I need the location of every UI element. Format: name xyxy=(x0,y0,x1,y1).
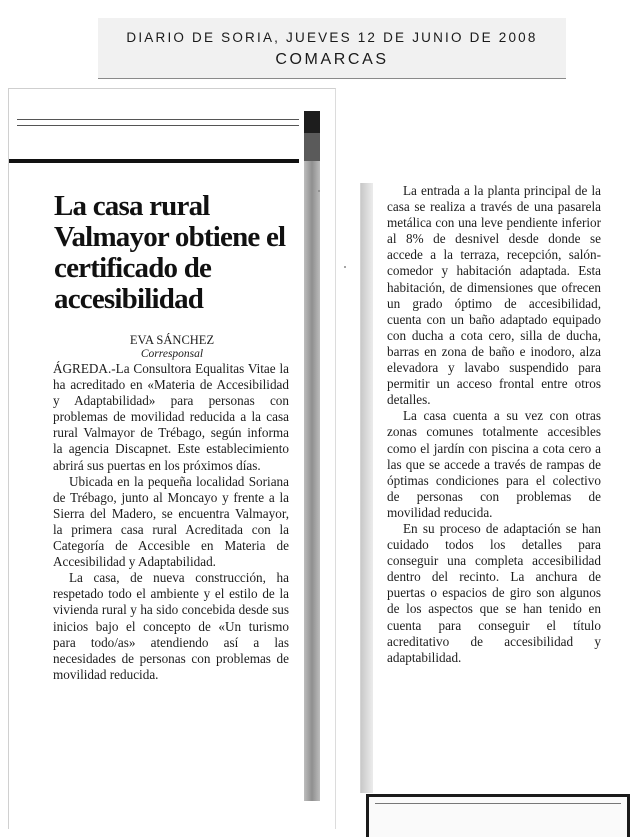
thin-rule xyxy=(17,125,299,126)
article-paragraph: ÁGREDA.-La Consultora Equalitas Vitae la ha acreditado en «Materia de Accesibilidad y Adaptabilidad» para personas con problemas de movilidad reducida a la casa rural Valmayor de Trébago, según informa la agencia Discapnet. Este establecimiento abrirá sus puertas en los próximos días. xyxy=(53,361,289,473)
bold-rule xyxy=(9,159,299,163)
scan-speck xyxy=(344,266,346,268)
article-headline: La casa rural Valmayor obtiene el certificado de accesibilidad xyxy=(54,190,286,315)
article-paragraph: La entrada a la planta principal de la casa se realiza a través de una pasarela metálica con una leve pendiente inferior al 8% de desnivel desde donde se accede a la terraza, recepción, salón-comedor y habitación adaptada. Esta habitación, de dimensiones que ofrecen un grado óptimo de accesibilidad, cuenta con un baño adaptado equipado con ducha a cota cero, silla de ducha, barras en zona de baño e inodoro, alza elevadora y lavabo suspendido para permitir un acceso frontal entre otros detalles. xyxy=(387,183,601,408)
next-article-box xyxy=(366,794,630,837)
clipping-shadow-edge xyxy=(361,183,373,793)
scan-speck xyxy=(318,190,320,192)
article-body-right xyxy=(387,183,601,666)
side-bar-cap xyxy=(304,111,320,133)
author-name: EVA SÁNCHEZ xyxy=(129,333,215,347)
article-paragraph: Ubicada en la pequeña localidad Soriana de Trébago, junto al Moncayo y frente a la Sierra del Madero, se encuentra Valmayor, la primera casa rural Acreditada con la Categoría de Accesible en Materia de Accesibilidad y Adaptabilidad. xyxy=(53,473,289,570)
article-clipping-left xyxy=(8,88,336,829)
newspaper-header xyxy=(98,18,566,79)
thin-rule xyxy=(17,119,299,120)
article-paragraph: La casa, de nueva construcción, ha respetado todo el ambiente y el estilo de la vivienda rural y ha sido concebida desde sus inicios bajo el concepto de «Un turismo para todo/as» atendiendo así a las necesidades de personas con problemas de movilidad reducida. xyxy=(53,570,289,682)
side-bar-cap-shade xyxy=(304,133,320,161)
article-body-left xyxy=(53,361,289,683)
article-clipping-right xyxy=(360,183,629,793)
dateline: DIARIO DE SORIA, JUEVES 12 DE JUNIO DE 2008 xyxy=(126,30,538,45)
article-paragraph: En su proceso de adaptación se han cuidado todos los detalles para conseguir una completa accesibilidad dentro del recinto. La anchura de puertas o espacios de giro son algunos de los aspectos que se han tenido en cuenta para conseguir el título acreditativo de accesibilidad y adaptabilidad. xyxy=(387,520,601,665)
section-title: COMARCAS xyxy=(275,51,389,68)
article-paragraph: La casa cuenta a su vez con otras zonas comunes totalmente accesibles como el jardín con piscina a cota cero a las que se accede a través de rampas de óptimas condiciones para el colectivo de personas con problemas de movilidad reducida. xyxy=(387,408,601,520)
byline xyxy=(9,333,335,361)
column-side-bar xyxy=(304,111,320,801)
box-inner-rule xyxy=(375,803,621,816)
author-role: Corresponsal xyxy=(140,348,204,360)
